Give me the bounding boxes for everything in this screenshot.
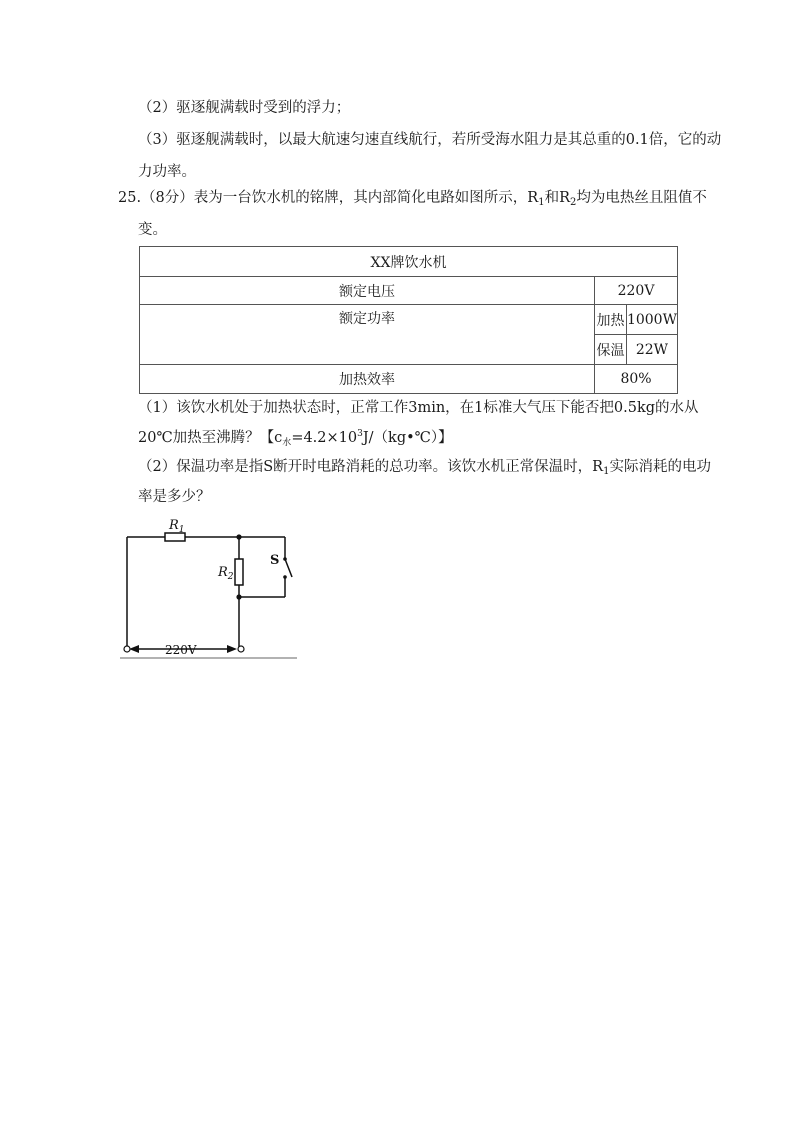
- rated-power-label: 额定功率: [140, 305, 595, 365]
- q25-r2-sub: 2: [570, 197, 577, 208]
- q25-q2-line1: [138, 457, 711, 477]
- keepwarm-power-value: 22W: [626, 335, 677, 365]
- heating-mode-label: 加热: [595, 305, 627, 335]
- q25-q2-r1-sub: 1: [603, 466, 610, 477]
- r2-resistor: [235, 559, 243, 585]
- nameplate-table: [139, 246, 678, 394]
- water-sub: 水: [282, 438, 292, 448]
- nameplate-title: XX牌饮水机: [140, 247, 678, 277]
- q25-q1-line2-mid: =4.2×10: [291, 430, 358, 446]
- heating-efficiency-label: 加热效率: [140, 365, 595, 394]
- arrow-right-head: [227, 645, 237, 653]
- rated-voltage-label: 额定电压: [140, 277, 595, 305]
- q24-part3-line2: 力功率。: [138, 164, 196, 180]
- q24-part3-line1: （3）驱逐舰满载时，以最大航速匀速直线航行，若所受海水阻力是其总重的0.1倍，它的动: [138, 132, 722, 148]
- switch-blade: [285, 559, 292, 577]
- q25-q1-line1: （1）该饮水机处于加热状态时，正常工作3min，在1标准大气压下能否把0.5kg的水从: [138, 400, 699, 416]
- voltage-label: 220V: [165, 643, 197, 657]
- q25-q1-line2: [138, 428, 453, 448]
- q25-r1-sub: 1: [538, 197, 545, 208]
- junction-top: [236, 534, 241, 539]
- switch-contact-top: [283, 557, 287, 561]
- q25-q2-line2: 率是多少？: [138, 489, 211, 505]
- q25-stem-prefix: （8分）表为一台饮水机的铭牌，其内部简化电路如图所示，R: [141, 190, 539, 206]
- q25-and: 和R: [544, 190, 570, 206]
- exponent: 3: [357, 429, 363, 439]
- q25-q2-line1-suffix: 实际消耗的电功: [609, 459, 711, 475]
- q25-q1-line2-prefix: 20℃加热至沸腾？【c: [138, 430, 283, 446]
- q24-part2: （2）驱逐舰满载时受到的浮力；: [138, 100, 351, 116]
- rated-voltage-value: 220V: [595, 277, 678, 305]
- q25-stem-suffix: 均为电热丝且阻值不: [576, 190, 707, 206]
- q25-number: 25.: [118, 190, 142, 206]
- junction-bottom: [236, 594, 241, 599]
- circuit-diagram: [115, 515, 305, 665]
- q25-q2-line1-prefix: （2）保温功率是指S断开时电路消耗的总功率。该饮水机正常保温时，R: [138, 459, 604, 475]
- switch-contact-bottom: [283, 575, 287, 579]
- terminal-right: [238, 646, 244, 652]
- heating-power-value: 1000W: [626, 305, 677, 335]
- r2-label: $R_2$: [218, 565, 234, 582]
- r1-label: $R_1$: [169, 518, 185, 535]
- q25-stem-line1: [118, 188, 707, 208]
- q25-q1-line2-suffix: J/（kg•℃）】: [362, 430, 453, 446]
- terminal-left: [124, 646, 130, 652]
- switch-label: S: [270, 553, 280, 568]
- q25-stem-line2: 变。: [138, 222, 167, 238]
- keepwarm-mode-label: 保温: [595, 335, 627, 365]
- heating-efficiency-value: 80%: [595, 365, 678, 394]
